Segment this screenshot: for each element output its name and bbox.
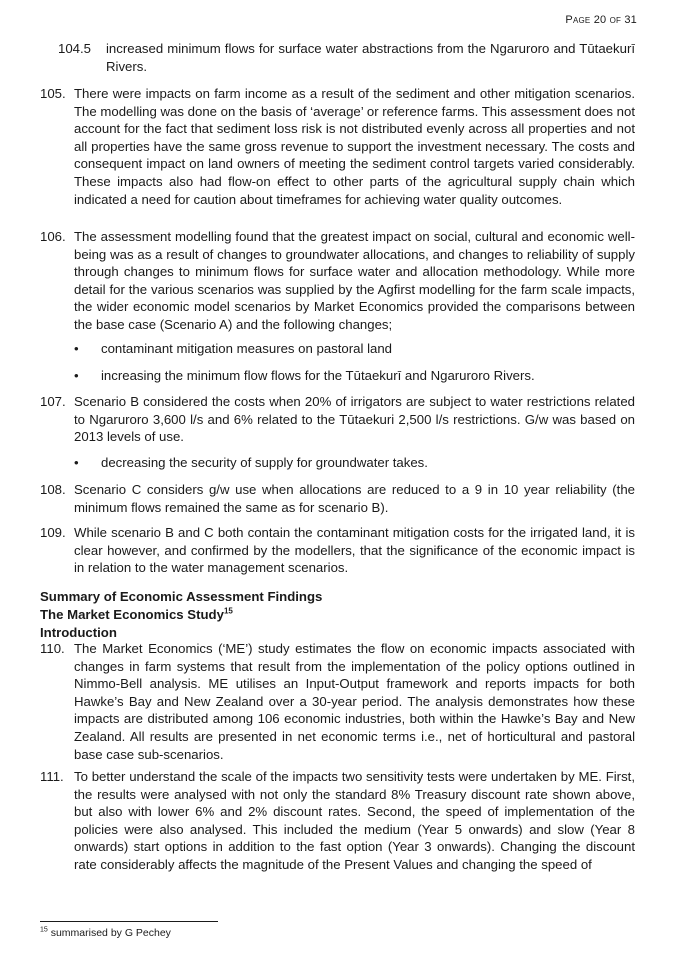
footnote-text: summarised by G Pechey bbox=[50, 927, 171, 939]
bullet-mark: • bbox=[74, 455, 79, 470]
paragraph-105 bbox=[40, 85, 635, 208]
page-number: Page 20 of 31 bbox=[565, 14, 637, 26]
paragraph-106 bbox=[40, 228, 635, 334]
paragraph-number: 111. bbox=[40, 769, 64, 784]
bullet-mark: • bbox=[74, 368, 79, 383]
paragraph-text: Scenario B considered the costs when 20% of irrigators are subject to water restrictions related to Ngaruroro 3,600 l/s and 6% related to the Tūtaekuri 2,500 l/s restrictions. G/w was based on 2013 levels of use. bbox=[74, 394, 635, 445]
bullet-text: increasing the minimum flow flows for the Tūtaekurī and Ngaruroro Rivers. bbox=[101, 368, 535, 383]
paragraph-text: The assessment modelling found that the greatest impact on social, cultural and economic well-being was as a result of changes to groundwater allocations, and changes to reliability of supply through changes to minimum flows for surface water and allocation methodology. While more detail for the various scenarios was supplied by the Agfirst modelling for the farm scale impacts, the wider economic model scenarios by Market Economics provided the comparisons between the base case (Scenario A) and the following changes; bbox=[74, 229, 635, 332]
paragraph-text: To better understand the scale of the impacts two sensitivity tests were undertaken by ME. First, the results were analysed with not only the standard 8% Treasury discount rate shown above, but also with lower 6% and 2% discount rates. Second, the speed of implementation of the policies were also analysed. This included the medium (Year 5 onwards) and slow (Year 8 onwards) start options in addition to the fast option (Year 3 onwards). Changing the discount rate considerably affects the magnitude of the Present Values and changing the speed of bbox=[74, 769, 635, 872]
paragraph-number: 106. bbox=[40, 229, 66, 244]
section-heading: Summary of Economic Assessment Findings bbox=[40, 589, 323, 604]
paragraph-text: Scenario C considers g/w use when allocations are reduced to a 9 in 10 year reliability (the minimum flows remained the same as for scenario B). bbox=[74, 482, 635, 515]
paragraph-number: 109. bbox=[40, 525, 66, 540]
paragraph-number: 105. bbox=[40, 86, 66, 101]
bullet-item bbox=[74, 454, 635, 472]
study-heading-text: The Market Economics Study bbox=[40, 607, 224, 622]
paragraph-104-5 bbox=[58, 40, 635, 75]
paragraph-number: 104.5 bbox=[58, 41, 92, 56]
paragraph-text: The Market Economics (‘ME’) study estimates the flow on economic impacts associated with changes in farm systems that result from the implementation of the policy options outlined in Nimmo-Bell analysis. ME utilises an Input-Output framework and reports impacts for both Hawke’s Bay and New Zealand over a 30-year period. The analysis demonstrates how these impacts are distributed among 106 economic industries, both within the Hawke’s Bay and New Zealand. All results are presented in net economic terms i.e., net of horticultural and pastoral base case sub-scenarios. bbox=[74, 641, 635, 762]
subsection-heading: Introduction bbox=[40, 625, 117, 640]
footnote-number: 15 bbox=[40, 926, 48, 934]
study-heading bbox=[40, 606, 233, 624]
paragraph-text: increased minimum flows for surface water abstractions from the Ngaruroro and Tūtaekurī Rivers. bbox=[106, 41, 635, 74]
footnote bbox=[40, 927, 171, 940]
bullet-text: decreasing the security of supply for groundwater takes. bbox=[101, 455, 428, 470]
bullet-item bbox=[74, 367, 635, 385]
paragraph-111 bbox=[40, 768, 635, 874]
paragraph-109 bbox=[40, 524, 635, 577]
bullet-item bbox=[74, 340, 635, 358]
bullet-text: contaminant mitigation measures on pastoral land bbox=[101, 341, 393, 356]
footnote-separator bbox=[40, 921, 218, 922]
paragraph-110 bbox=[40, 640, 635, 763]
paragraph-number: 110. bbox=[40, 641, 65, 656]
footnote-reference: 15 bbox=[223, 606, 233, 616]
paragraph-107 bbox=[40, 393, 635, 446]
paragraph-number: 107. bbox=[40, 394, 66, 409]
paragraph-108 bbox=[40, 481, 635, 516]
paragraph-text: While scenario B and C both contain the contaminant mitigation costs for the irrigated land, it is clear however, and confirmed by the modellers, that the significance of the economic impact is in relation to the water management scenarios. bbox=[74, 525, 635, 576]
paragraph-text: There were impacts on farm income as a result of the sediment and other mitigation scenarios. The modelling was done on the basis of ‘average’ or reference farms. This assessment does not account for the fact that sediment loss risk is not distributed evenly across all properties and not all properties have the same gross revenue to support the investment necessary. The costs and consequent impact on land owners of meeting the sediment control targets varied considerably. These impacts also had flow-on effect to other parts of the agricultural supply chain which indicated a need for caution about timeframes for achieving water quality outcomes. bbox=[74, 86, 635, 207]
bullet-mark: • bbox=[74, 341, 79, 356]
paragraph-number: 108. bbox=[40, 482, 66, 497]
